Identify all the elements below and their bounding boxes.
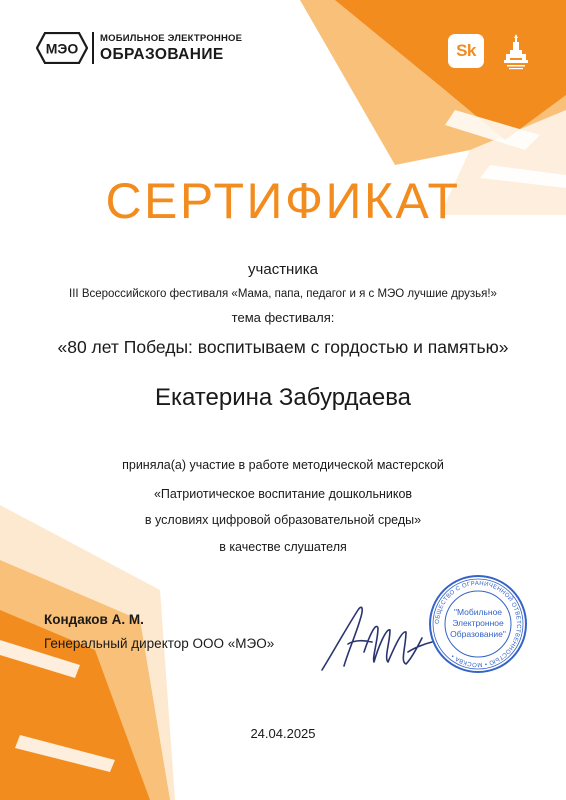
certificate-title: СЕРТИФИКАТ [105,173,461,229]
logo-line2: ОБРАЗОВАНИЕ [100,45,224,63]
workshop-title-line1: «Патриотическое воспитание дошкольников [153,487,413,501]
logo-divider [92,32,94,64]
skolkovo-logo [448,34,484,68]
theme-label: тема фестиваля: [231,310,335,325]
festival-theme: «80 лет Победы: воспитываем с гордостью и памятью» [57,337,509,357]
stamp-line2: Электронное [452,618,504,628]
company-stamp [427,573,529,675]
stamp-ring-text: ОБЩЕСТВО С ОГРАНИЧЕННОЙ ОТВЕТСТВЕННОСТЬЮ • МОСКВА • [434,580,522,668]
msu-emblem-icon [503,34,529,74]
meo-logo [36,32,242,64]
signer-title: Генеральный директор ООО «МЭО» [44,636,275,651]
handwritten-signature [318,592,436,684]
logo-badge-text: МЭО [45,40,79,57]
participant-role: в качестве слушателя [219,540,347,554]
recipient-name: Екатерина Забурдаева [154,384,412,411]
stamp-line1: "Мобильное [453,607,503,617]
skolkovo-logo-text: Sk [456,41,476,60]
logo-wordmark [100,34,242,62]
logo-line1: МОБИЛЬНОЕ ЭЛЕКТРОННОЕ [100,33,243,44]
signer-name: Кондаков А. М. [44,612,144,627]
meo-logo-badge-icon [36,32,88,64]
issue-date: 24.04.2025 [250,726,316,741]
participant-label: участника [248,261,318,278]
workshop-title-line2: в условиях цифровой образовательной среды» [144,513,422,527]
stamp-line3: Образование" [450,629,506,639]
festival-name: III Всероссийского фестиваля «Мама, папа, педагог и я с МЭО лучшие друзья!» [69,288,497,300]
participation-text: приняла(а) участие в работе методической мастерской [122,458,444,472]
